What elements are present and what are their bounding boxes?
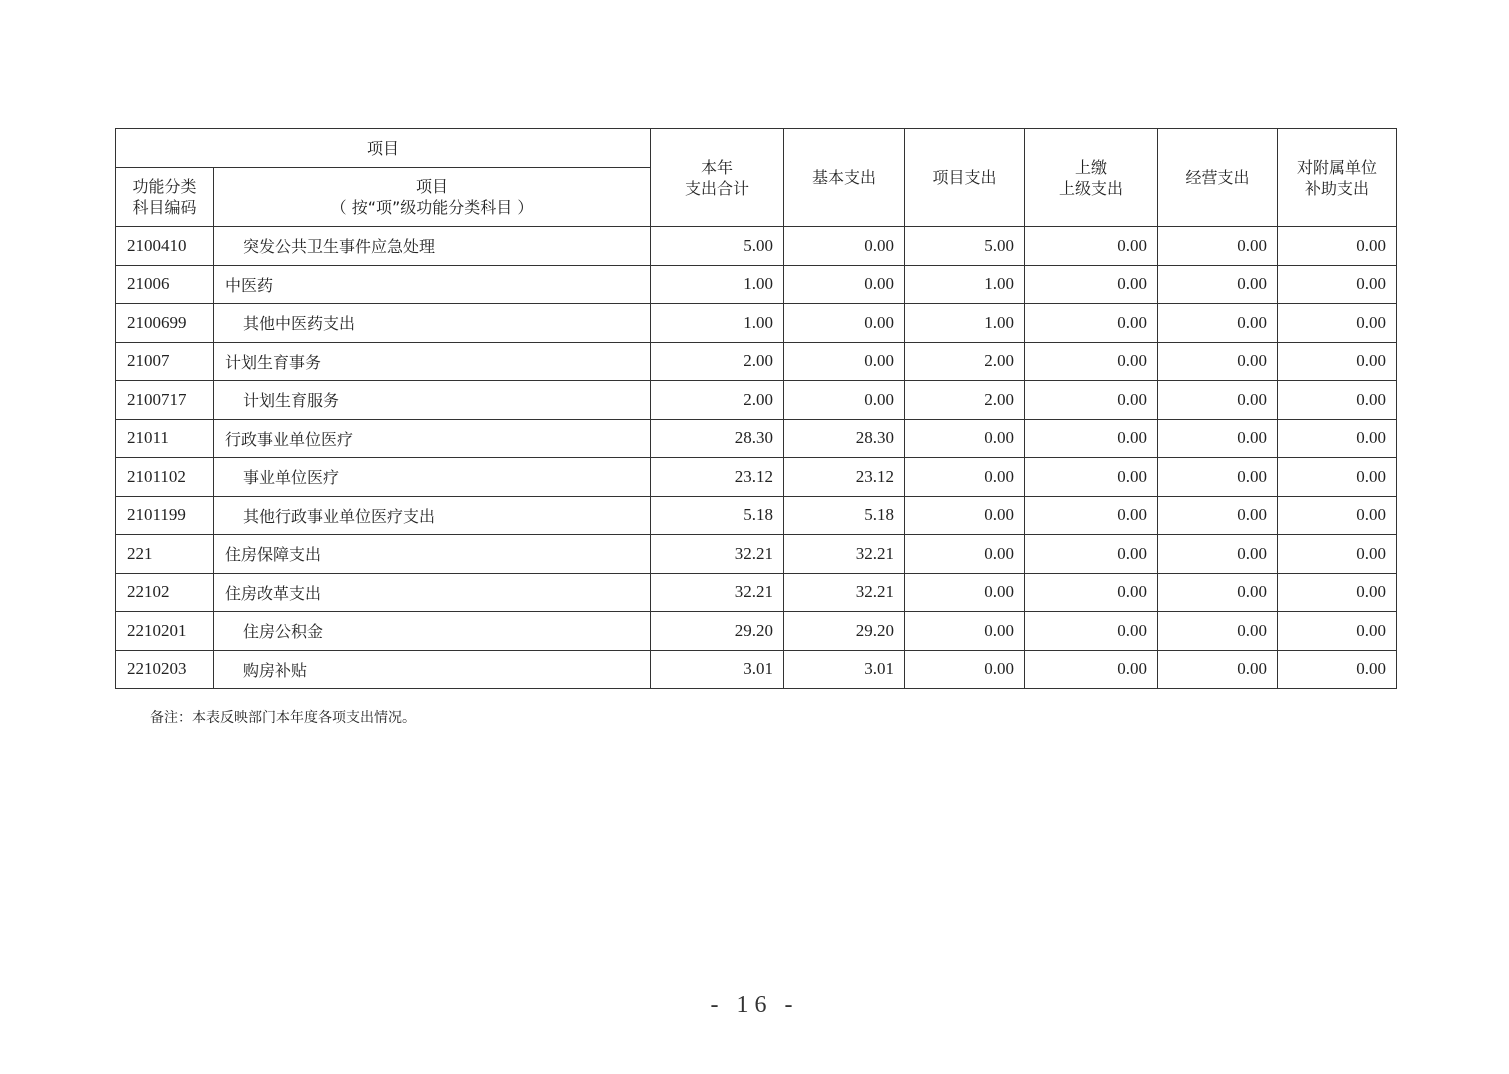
cell-total: 3.01 [651,650,784,689]
header-name-line2: （ 按“项”级功能分类科目 ） [330,198,534,217]
cell-code: 2100699 [116,304,214,343]
cell-project: 1.00 [905,304,1025,343]
cell-subsidiary: 0.00 [1278,612,1397,651]
cell-subsidiary: 0.00 [1278,419,1397,458]
cell-basic: 0.00 [784,381,905,420]
cell-basic: 29.20 [784,612,905,651]
cell-name: 突发公共卫生事件应急处理 [214,227,651,266]
table-row [116,535,1397,574]
header-upper [1025,129,1158,227]
cell-name: 住房改革支出 [214,573,651,612]
cell-upper: 0.00 [1025,458,1158,497]
cell-business: 0.00 [1158,573,1278,612]
header-total-line1: 本年 [701,157,734,177]
cell-total: 32.21 [651,573,784,612]
cell-subsidiary: 0.00 [1278,265,1397,304]
header-name [214,168,651,227]
table-row [116,573,1397,612]
cell-basic: 0.00 [784,342,905,381]
cell-subsidiary: 0.00 [1278,496,1397,535]
header-code-line1: 功能分类 [132,177,197,196]
table-row [116,342,1397,381]
cell-code: 2100717 [116,381,214,420]
header-item-group: 项目 [116,129,651,168]
table-row [116,612,1397,651]
table-row [116,496,1397,535]
cell-name: 中医药 [214,265,651,304]
cell-upper: 0.00 [1025,535,1158,574]
cell-name: 其他行政事业单位医疗支出 [214,496,651,535]
cell-project: 0.00 [905,573,1025,612]
cell-upper: 0.00 [1025,573,1158,612]
cell-upper: 0.00 [1025,342,1158,381]
header-subsidiary-line2: 补助支出 [1305,178,1370,198]
cell-total: 1.00 [651,265,784,304]
cell-business: 0.00 [1158,265,1278,304]
table-row [116,419,1397,458]
cell-total: 32.21 [651,535,784,574]
cell-code: 2101199 [116,496,214,535]
table-row [116,227,1397,266]
cell-business: 0.00 [1158,381,1278,420]
table-row [116,304,1397,343]
header-code [116,168,214,227]
cell-upper: 0.00 [1025,419,1158,458]
cell-total: 2.00 [651,342,784,381]
header-name-line1: 项目 [416,177,449,196]
cell-business: 0.00 [1158,650,1278,689]
cell-business: 0.00 [1158,612,1278,651]
cell-name: 计划生育事务 [214,342,651,381]
cell-total: 1.00 [651,304,784,343]
cell-name: 行政事业单位医疗 [214,419,651,458]
cell-code: 2210203 [116,650,214,689]
cell-upper: 0.00 [1025,381,1158,420]
header-code-line2: 科目编码 [132,198,197,217]
cell-code: 2100410 [116,227,214,266]
header-row-top [116,129,1397,168]
cell-code: 2101102 [116,458,214,497]
expenditure-table [115,128,1397,689]
header-basic: 基本支出 [784,129,905,227]
header-total [651,129,784,227]
table-body [116,227,1397,689]
cell-project: 2.00 [905,342,1025,381]
cell-project: 5.00 [905,227,1025,266]
cell-total: 28.30 [651,419,784,458]
header-subsidiary-line1: 对附属单位 [1297,157,1378,177]
cell-name: 购房补贴 [214,650,651,689]
cell-basic: 23.12 [784,458,905,497]
cell-subsidiary: 0.00 [1278,535,1397,574]
cell-business: 0.00 [1158,342,1278,381]
expenditure-table-wrapper [115,128,1397,689]
cell-total: 5.00 [651,227,784,266]
page-number: - 16 - [710,992,799,1018]
cell-subsidiary: 0.00 [1278,650,1397,689]
cell-upper: 0.00 [1025,650,1158,689]
cell-project: 0.00 [905,612,1025,651]
cell-basic: 0.00 [784,304,905,343]
cell-upper: 0.00 [1025,227,1158,266]
table-row [116,458,1397,497]
cell-upper: 0.00 [1025,496,1158,535]
cell-code: 22102 [116,573,214,612]
cell-basic: 0.00 [784,265,905,304]
header-upper-line1: 上缴 [1075,157,1108,177]
cell-subsidiary: 0.00 [1278,227,1397,266]
cell-basic: 5.18 [784,496,905,535]
cell-project: 0.00 [905,419,1025,458]
header-subsidiary [1278,129,1397,227]
cell-code: 221 [116,535,214,574]
cell-name: 其他中医药支出 [214,304,651,343]
cell-project: 1.00 [905,265,1025,304]
cell-code: 21007 [116,342,214,381]
cell-subsidiary: 0.00 [1278,458,1397,497]
cell-name: 住房公积金 [214,612,651,651]
cell-basic: 32.21 [784,573,905,612]
cell-total: 2.00 [651,381,784,420]
cell-upper: 0.00 [1025,265,1158,304]
cell-total: 5.18 [651,496,784,535]
table-row [116,650,1397,689]
cell-basic: 32.21 [784,535,905,574]
table-row [116,265,1397,304]
cell-total: 23.12 [651,458,784,497]
cell-subsidiary: 0.00 [1278,381,1397,420]
cell-basic: 28.30 [784,419,905,458]
cell-subsidiary: 0.00 [1278,304,1397,343]
cell-name: 事业单位医疗 [214,458,651,497]
cell-code: 2210201 [116,612,214,651]
cell-name: 计划生育服务 [214,381,651,420]
cell-project: 0.00 [905,496,1025,535]
cell-business: 0.00 [1158,458,1278,497]
cell-code: 21011 [116,419,214,458]
cell-business: 0.00 [1158,304,1278,343]
cell-project: 2.00 [905,381,1025,420]
cell-upper: 0.00 [1025,612,1158,651]
cell-project: 0.00 [905,535,1025,574]
header-total-line2: 支出合计 [685,178,750,198]
cell-upper: 0.00 [1025,304,1158,343]
header-project: 项目支出 [905,129,1025,227]
cell-basic: 0.00 [784,227,905,266]
cell-total: 29.20 [651,612,784,651]
header-business: 经营支出 [1158,129,1278,227]
cell-business: 0.00 [1158,227,1278,266]
cell-business: 0.00 [1158,535,1278,574]
cell-subsidiary: 0.00 [1278,342,1397,381]
cell-project: 0.00 [905,458,1025,497]
cell-name: 住房保障支出 [214,535,651,574]
cell-project: 0.00 [905,650,1025,689]
table-row [116,381,1397,420]
table-note: 备注：本表反映部门本年度各项支出情况。 [150,710,416,726]
header-upper-line2: 上级支出 [1059,178,1124,198]
cell-business: 0.00 [1158,419,1278,458]
cell-business: 0.00 [1158,496,1278,535]
cell-subsidiary: 0.00 [1278,573,1397,612]
cell-basic: 3.01 [784,650,905,689]
cell-code: 21006 [116,265,214,304]
